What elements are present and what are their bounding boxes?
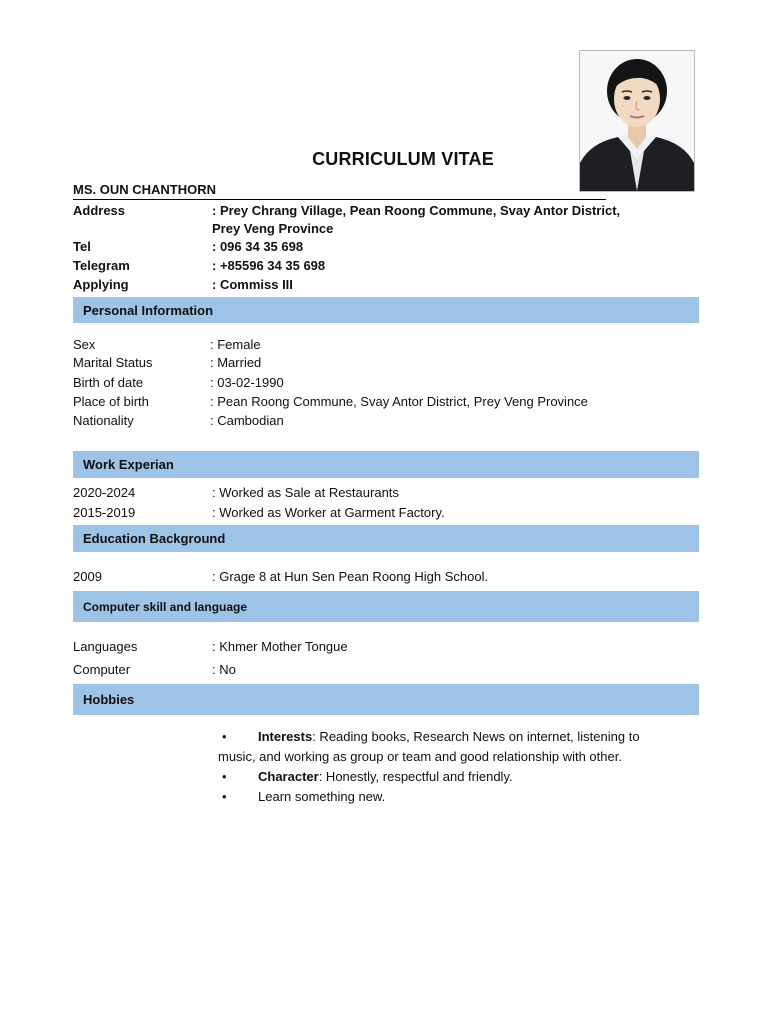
field-label: Birth of date [73, 375, 144, 390]
field-label: Place of birth [73, 394, 149, 409]
field-value: : 03-02-1990 [210, 375, 284, 390]
skill-value: : No [212, 662, 236, 677]
skill-label: Languages [73, 639, 138, 654]
hobby-text: : Honestly, respectful and friendly. [318, 769, 513, 784]
hobby-list-item [218, 727, 688, 767]
hobby-title: Interests [258, 729, 313, 744]
work-description: : Worked as Worker at Garment Factory. [212, 505, 445, 520]
contact-label: Tel [73, 239, 91, 254]
hobby-list-item [218, 787, 688, 807]
section-hobbies: Hobbies [73, 684, 699, 715]
field-value: : Female [210, 337, 261, 352]
profile-photo [579, 50, 695, 192]
field-label: Sex [73, 337, 96, 352]
skill-value: : Khmer Mother Tongue [212, 639, 348, 654]
hobby-list-item [218, 767, 688, 787]
bullet-icon: • [222, 729, 227, 744]
section-personal-information: Personal Information [73, 297, 699, 323]
field-value: : Pean Roong Commune, Svay Antor District, Prey Veng Province [210, 394, 588, 409]
field-label: Nationality [73, 413, 134, 428]
field-label: Marital Status [73, 355, 153, 370]
name-underline [73, 199, 606, 200]
bullet-icon: • [222, 769, 227, 784]
candidate-name: MS. OUN CHANTHORN [73, 182, 216, 197]
work-description: : Worked as Sale at Restaurants [212, 485, 399, 500]
contact-label: Telegram [73, 258, 130, 273]
section-work-experience: Work Experian [73, 451, 699, 478]
section-computer-skill-language: Computer skill and language [73, 591, 699, 622]
contact-value: : 096 34 35 698 [212, 239, 304, 254]
hobby-title: Character [258, 769, 319, 784]
hobby-text: Learn something new. [258, 789, 386, 804]
hobby-text-continued: music, and working as group or team and good relationship with other. [218, 749, 622, 764]
contact-label: Address [73, 203, 126, 218]
document-title: CURRICULUM VITAE [312, 149, 494, 169]
education-year: 2009 [73, 569, 102, 584]
field-value: : Cambodian [210, 413, 284, 428]
section-education-background: Education Background [73, 525, 699, 552]
contact-value: : Prey Chrang Village, Pean Roong Commune, Svay Antor District, [212, 203, 621, 218]
contact-value: : Commiss III [212, 277, 293, 292]
work-period: 2020-2024 [73, 485, 136, 500]
field-value: : Married [210, 355, 262, 370]
work-period: 2015-2019 [73, 505, 136, 520]
contact-label: Applying [73, 277, 129, 292]
contact-value: : +85596 34 35 698 [212, 258, 326, 273]
hobby-text: : Reading books, Research News on internet, listening to [312, 729, 640, 744]
education-description: : Grage 8 at Hun Sen Pean Roong High School. [212, 569, 489, 584]
bullet-icon: • [222, 789, 227, 804]
skill-label: Computer [73, 662, 131, 677]
contact-value-continued: Prey Veng Province [212, 221, 334, 236]
